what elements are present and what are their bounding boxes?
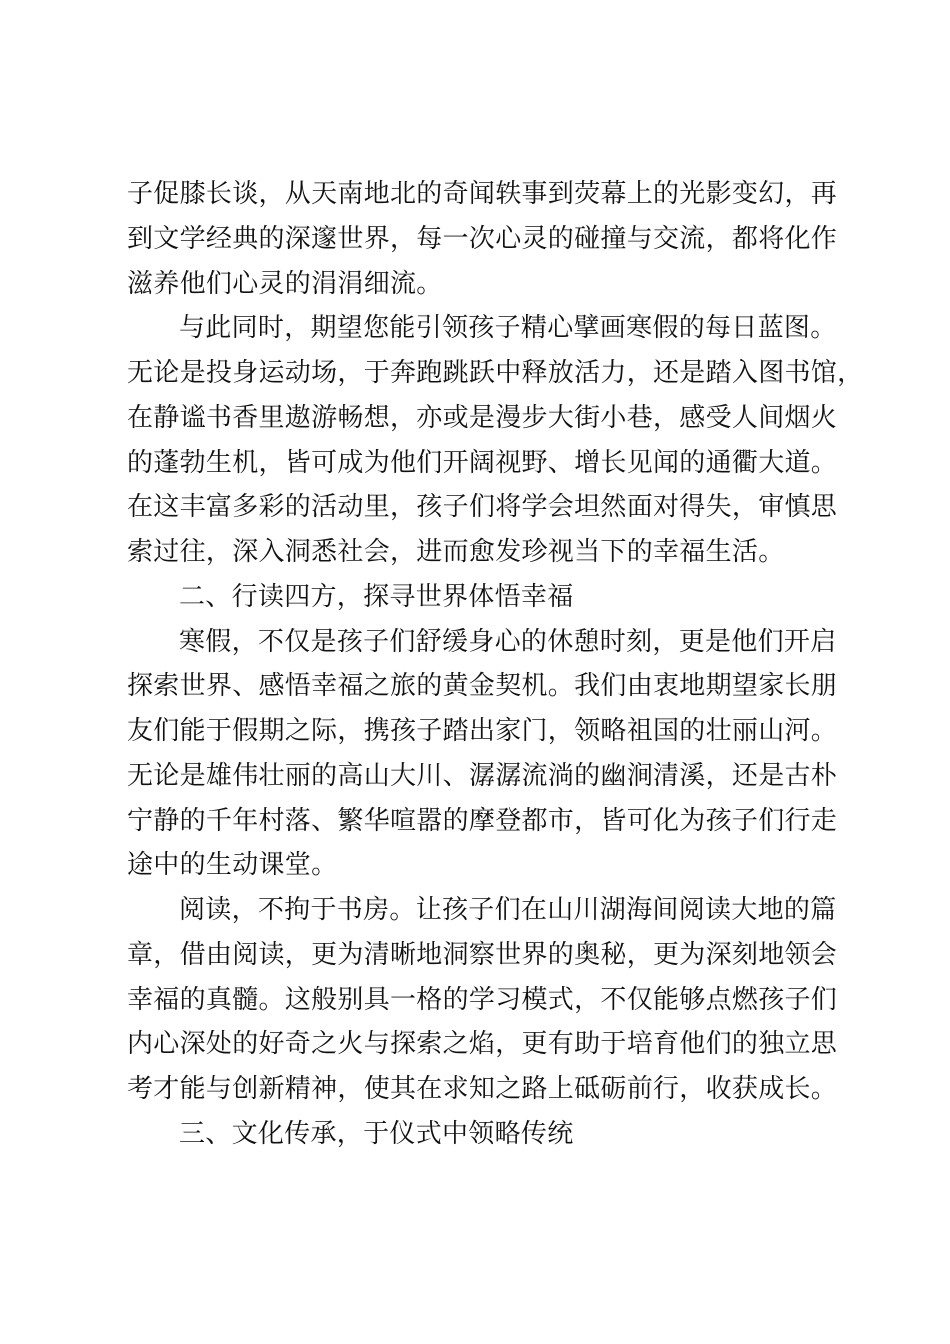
text-line-1: 子促膝长谈，从天南地北的奇闻轶事到荧幕上的光影变幻，再: [127, 179, 838, 209]
text-line-5: 无论是投身运动场，于奔跑跳跃中释放活力，还是踏入图书馆，: [127, 358, 864, 388]
section-heading-3: 三、文化传承，于仪式中领略传统: [179, 1119, 574, 1149]
text-line-9: 索过往，深入洞悉社会，进而愈发珍视当下的幸福生活。: [127, 537, 785, 567]
text-line-4: 与此同时，期望您能引领孩子精心擘画寒假的每日蓝图。: [179, 313, 837, 343]
text-line-3: 滋养他们心灵的涓涓细流。: [127, 269, 443, 299]
text-line-12: 探索世界、感悟幸福之旅的黄金契机。我们由衷地期望家长朋: [127, 671, 838, 701]
text-line-20: 内心深处的好奇之火与探索之焰，更有助于培育他们的独立思: [127, 1029, 838, 1059]
text-line-19: 幸福的真髓。这般别具一格的学习模式，不仅能够点燃孩子们: [127, 985, 838, 1015]
text-line-21: 考才能与创新精神，使其在求知之路上砥砺前行，收获成长。: [127, 1074, 838, 1104]
text-line-18: 章，借由阅读，更为清晰地洞察世界的奥秘，更为深刻地领会: [127, 940, 838, 970]
text-line-17: 阅读，不拘于书房。让孩子们在山川湖海间阅读大地的篇: [179, 895, 837, 925]
text-line-7: 的蓬勃生机，皆可成为他们开阔视野、增长见闻的通衢大道。: [127, 448, 838, 478]
text-line-15: 宁静的千年村落、繁华喧嚣的摩登都市，皆可化为孩子们行走: [127, 806, 838, 836]
text-line-6: 在静谧书香里遨游畅想，亦或是漫步大街小巷，感受人间烟火: [127, 403, 838, 433]
text-line-14: 无论是雄伟壮丽的高山大川、潺潺流淌的幽涧清溪，还是古朴: [127, 761, 838, 791]
text-line-16: 途中的生动课堂。: [127, 850, 338, 880]
text-line-8: 在这丰富多彩的活动里，孩子们将学会坦然面对得失，审慎思: [127, 492, 838, 522]
section-heading-2: 二、行读四方，探寻世界体悟幸福: [179, 582, 574, 612]
text-line-2: 到文学经典的深邃世界，每一次心灵的碰撞与交流，都将化作: [127, 224, 838, 254]
text-line-13: 友们能于假期之际，携孩子踏出家门，领略祖国的壮丽山河。: [127, 716, 838, 746]
text-line-11: 寒假，不仅是孩子们舒缓身心的休憩时刻，更是他们开启: [179, 627, 837, 657]
